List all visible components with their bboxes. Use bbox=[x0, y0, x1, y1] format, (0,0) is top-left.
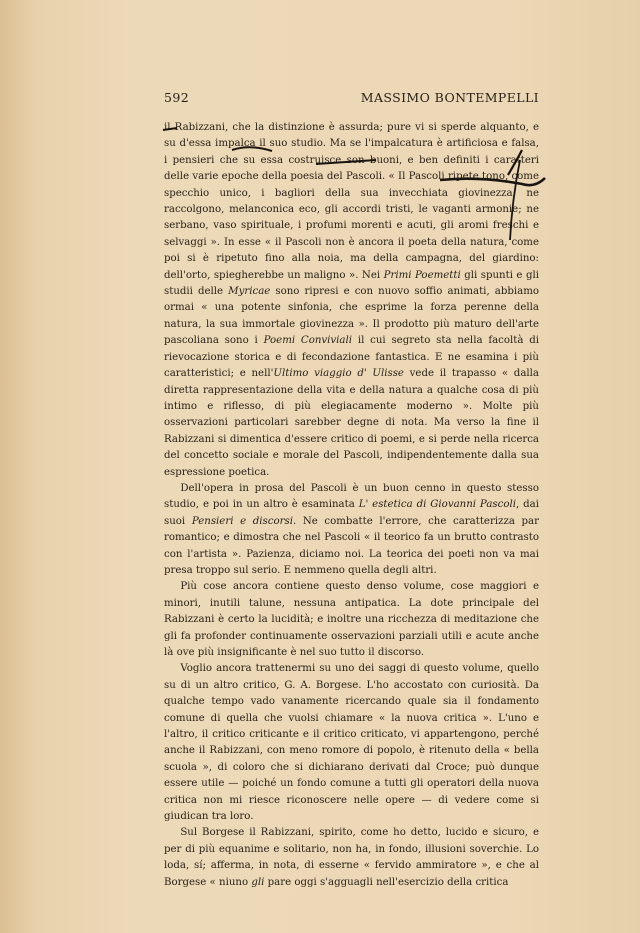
running-head: MASSIMO BONTEMPELLI bbox=[360, 90, 539, 105]
paragraph: Più cose ancora contiene questo denso volume, cose maggiori e minori, inutili talune, nessuna antipatica. La dote principale del Rabizzani è certo la lucidità; e inoltre una ricchezza di meditazione che gli fa profonder continuamente osservazioni parziali utili e acute anche là ove più insignificante è nel suo tutto il discorso. bbox=[164, 581, 539, 658]
paragraph: Dell'opera in prosa del Pascoli è un buon cenno in questo stesso studio, e poi in un altro è esaminata L' estetica di Giovanni Pascoli, dai suoi Pensieri e discorsi. Ne combatte l'errore, che caratterizza par romantico; e dimostra che nel Pascoli « il teorico fa un brutto contrasto con l'artista ». Pazienza, diciamo noi. La teorica dei poeti non va mai presa troppo sul serio. E nemmeno quella degli altri. bbox=[164, 482, 540, 576]
page-number: 592 bbox=[164, 90, 190, 105]
paragraph: Voglio ancora trattenermi su uno dei saggi di questo volume, quello su di un altro critico, G. A. Borgese. L'ho accostato con curiosità. Da qualche tempo vado vanamente ricercando quale sia il fondamento comune di quella che vuolsi chiamare « la nuova critica ». L'uno e l'altro, il critico criticante e il critico criticato, vi appartengono, perché anche il Rabizzani, con meno romore di popolo, è ritenuto della « bella scuola », di coloro che si dichiarano derivati dal Croce; può dunque essere utile — poiché un fondo comune a tutti gli operatori della nuova critica non mi riesce riconoscere nelle opere — di vedere come si giudican tra loro. bbox=[164, 663, 539, 823]
paragraph: Sul Borgese il Rabizzani, spirito, come ho detto, lucido e sicuro, e per di più equanime e solitario, non ha, in fondo, illusioni soverchie. Lo loda, sí; afferma, in nota, di esserne « fervido ammiratore », e che al Borgese « niuno gli pare oggi s'agguagli nell'esercizio della critica bbox=[164, 827, 539, 888]
page-header bbox=[164, 90, 539, 108]
body-text bbox=[164, 120, 539, 891]
paragraph: il Rabizzani, che la distinzione è assurda; pure vi si sperde alquanto, e su d'essa impalca il suo studio. Ma se l'impalcatura è artificiosa e falsa, i pensieri che su essa costruisce son buoni, e ben definiti i caratteri delle varie epoche della poesia del Pascoli. « Il Pascoli ripete tono, come specchio unico, i bagliori della sua invecchiata giovinezza; ne raccolgono, melanconica eco, gli accordi tristi, le vaganti armonie; ne serbano, vaso spirituale, i profumi morenti e acuti, gli aromi freschi e selvaggi ». In esse « il Pascoli non è ancora il poeta della natura, come poi si è ripetuto fino alla noia, ma della campagna, del giardino: dell'orto, spiegherebbe un maligno ». Nei Primi Poemetti gli spunti e gli studii delle Myricae sono ripresi e con nuovo soffio animati, abbiamo ormai « una potente sinfonia, che esprime la forza perenne della natura, la sua immortale giovinezza ». Il prodotto più maturo dell'arte pascoliana sono i Poemi Conviviali il cui segreto sta nella facoltà di rievocazione storica e di fecondazione fantastica. E ne esamina i più caratteristici; e nell'Ultimo viaggio d' Ulisse vede il trapasso « dalla diretta rappresentazione della vita e della natura a qualche cosa di più intimo e riflesso, di più elegiacamente moderno ». Molte più osservazioni particolari sarebber degne di nota. Ma verso la fine il Rabizzani si dimentica d'essere critico di poemi, e si perde nella ricerca del concetto sociale e morale del Pascoli, indipendentemente dalla sua espressione poetica. bbox=[164, 122, 539, 478]
